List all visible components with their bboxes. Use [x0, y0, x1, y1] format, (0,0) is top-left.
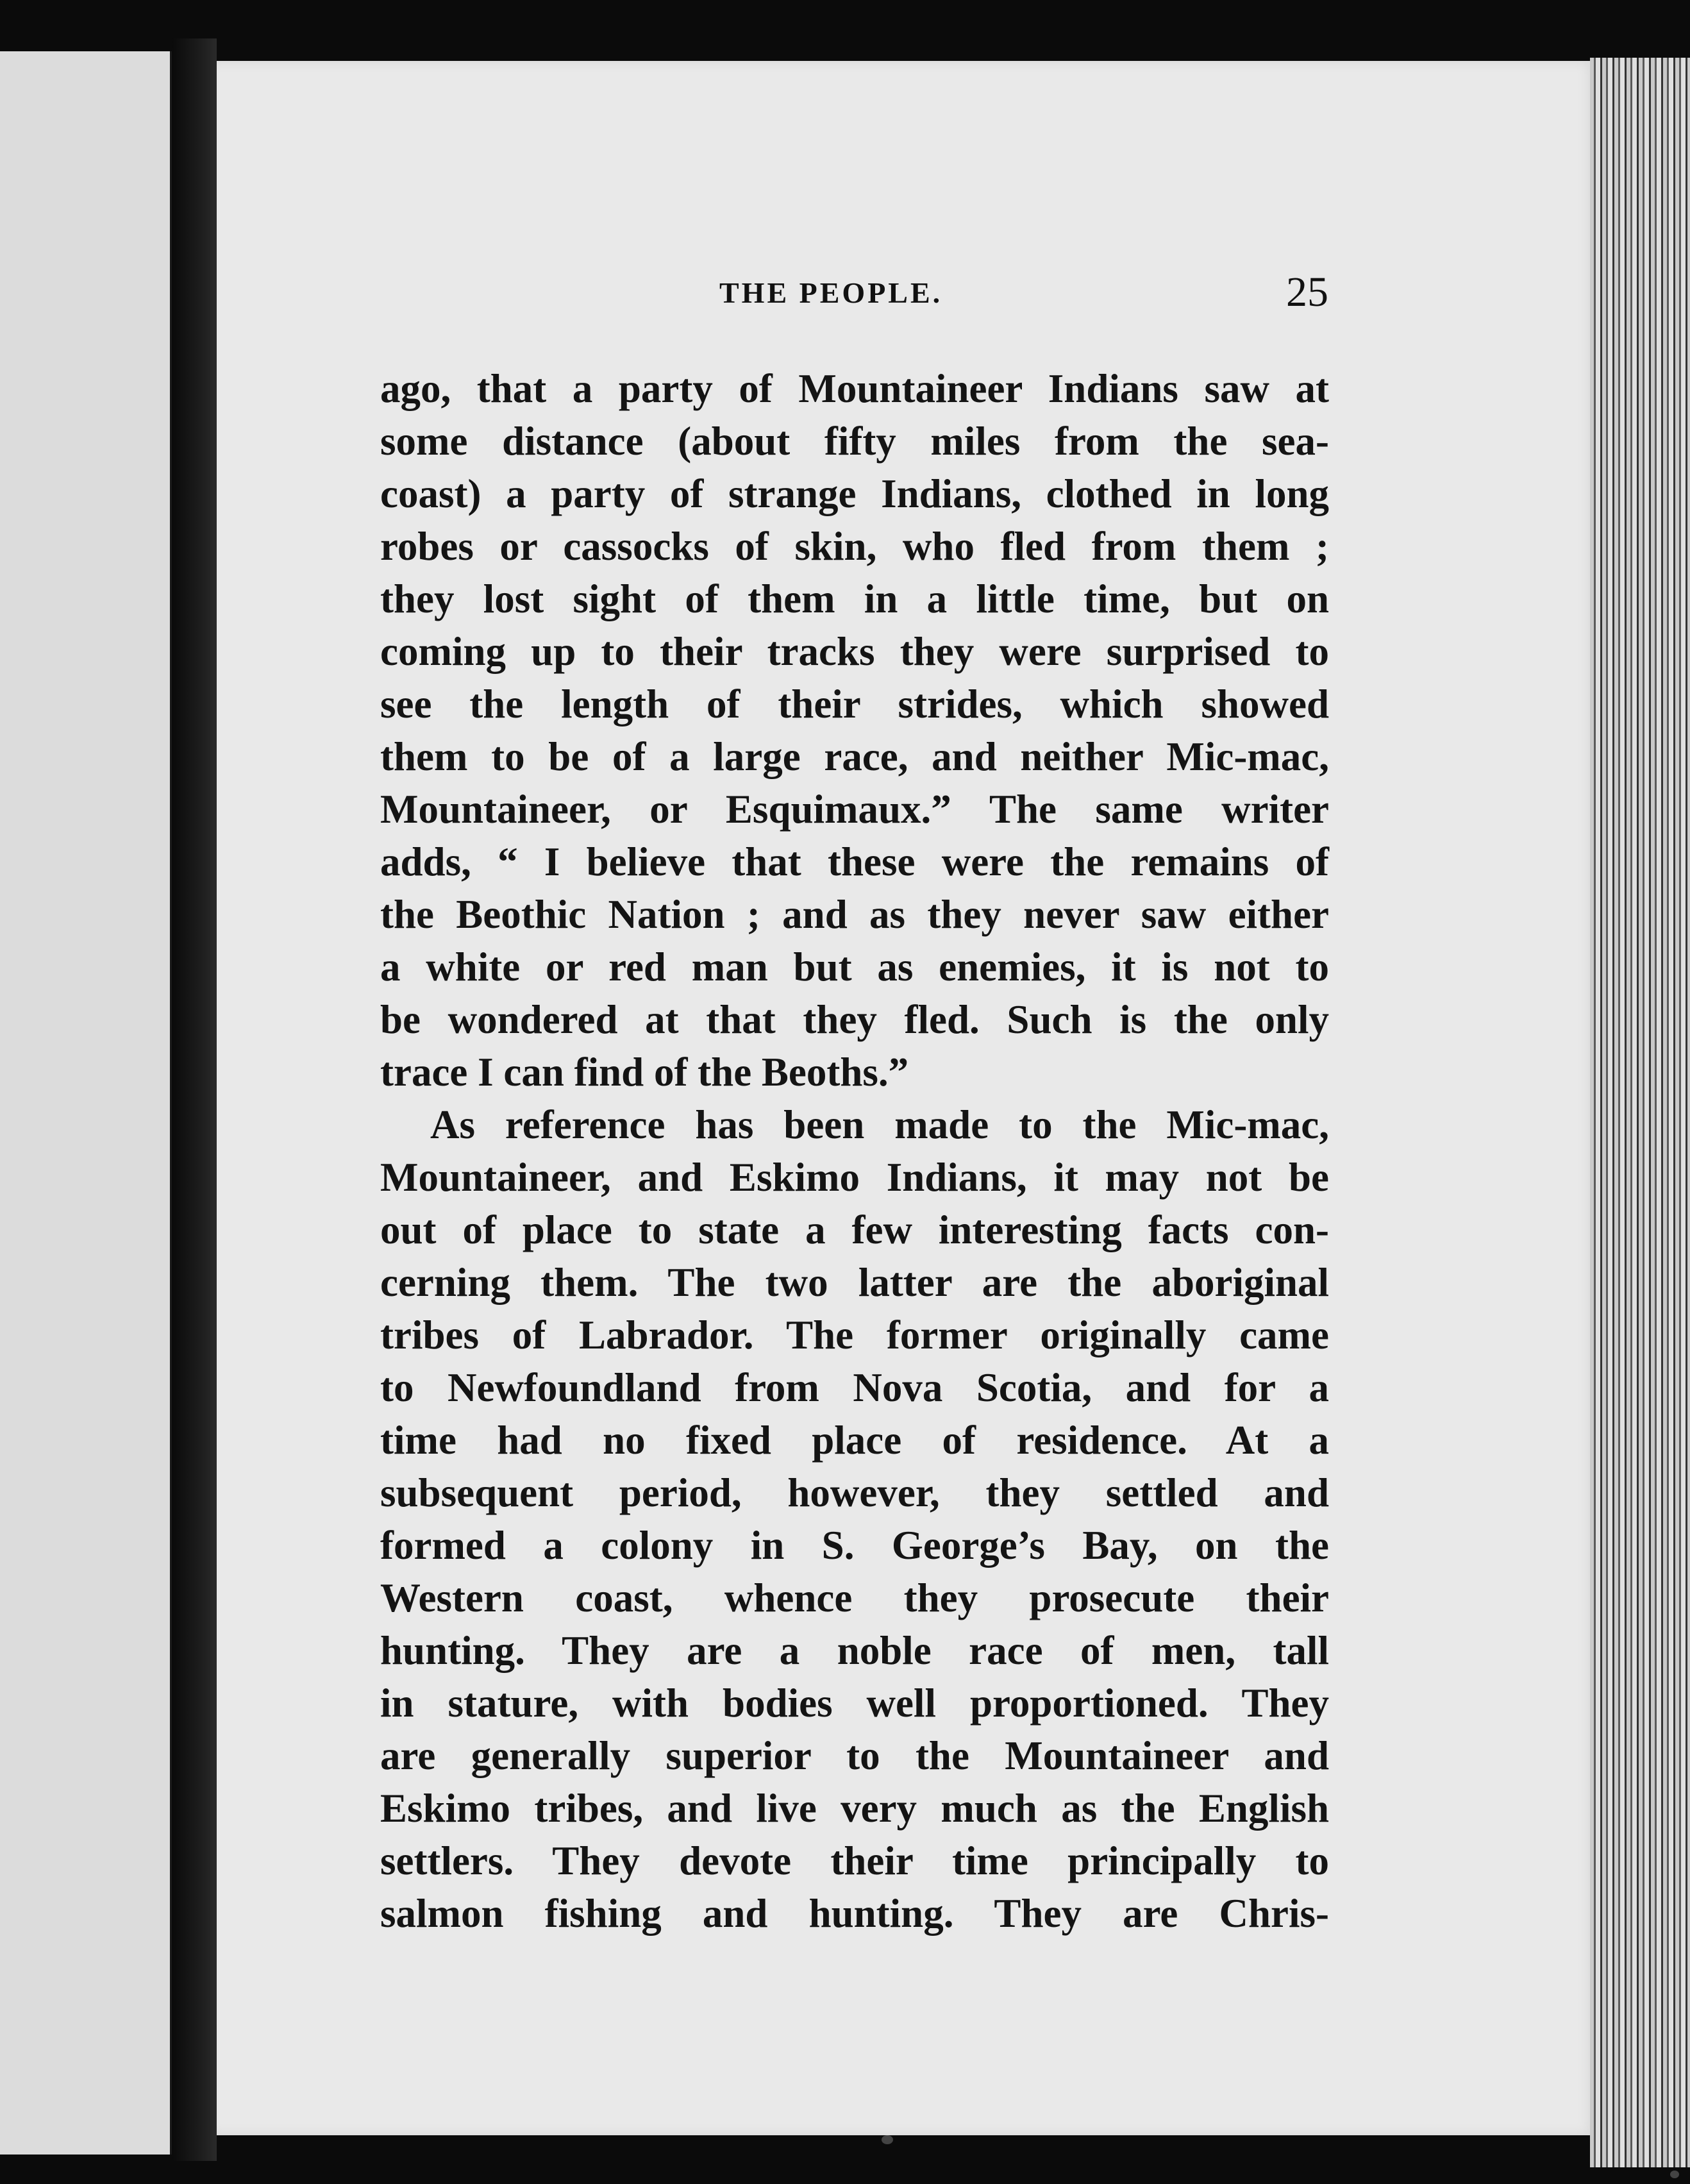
text-line: to Newfoundland from Nova Scotia, and for a — [380, 1365, 1329, 1410]
running-head: THE PEOPLE. — [719, 276, 943, 309]
text-line: see the length of their strides, which showed — [380, 682, 1329, 727]
text-line: adds, “ I believe that these were the remains of — [380, 839, 1329, 884]
text-line: be wondered at that they fled. Such is the only — [380, 997, 1329, 1042]
text-line: time had no fixed place of residence. At a — [380, 1418, 1329, 1463]
text-line: a white or red man but as enemies, it is not to — [380, 945, 1329, 989]
text-line: subsequent period, however, they settled and — [380, 1470, 1329, 1515]
text-line: the Beothic Nation ; and as they never saw either — [380, 892, 1329, 937]
text-line: they lost sight of them in a little time, but on — [380, 576, 1329, 621]
text-line: As reference has been made to the Mic-mac, — [430, 1102, 1329, 1147]
text-line: formed a colony in S. George’s Bay, on the — [380, 1523, 1329, 1568]
text-line: some distance (about fifty miles from the sea- — [380, 419, 1329, 464]
text-line: tribes of Labrador. The former originally came — [380, 1313, 1329, 1357]
text-line: are generally superior to the Mountaineer and — [380, 1733, 1329, 1778]
book-gutter — [172, 38, 217, 2161]
print-speck — [1670, 2171, 1679, 2178]
left-page-edge — [0, 51, 174, 2155]
text-line: robes or cassocks of skin, who fled from them ; — [380, 524, 1329, 569]
text-line: coast) a party of strange Indians, clothed in long — [380, 471, 1329, 516]
text-line: settlers. They devote their time principally to — [380, 1838, 1329, 1883]
text-line: Mountaineer, and Eskimo Indians, it may not be — [380, 1155, 1329, 1200]
page-edges — [1590, 58, 1690, 2167]
text-line: Eskimo tribes, and live very much as the English — [380, 1786, 1329, 1831]
text-line: them to be of a large race, and neither Mic-mac, — [380, 734, 1329, 779]
text-line: salmon fishing and hunting. They are Chris- — [380, 1891, 1329, 1936]
text-line: out of place to state a few interesting facts con- — [380, 1207, 1329, 1252]
print-speck — [882, 2135, 893, 2144]
text-line: Western coast, whence they prosecute their — [380, 1575, 1329, 1620]
body-text — [380, 362, 1329, 1940]
text-line: in stature, with bodies well proportioned. They — [380, 1681, 1329, 1726]
text-line: Mountaineer, or Esquimaux.” The same writer — [380, 787, 1329, 832]
text-line: hunting. They are a noble race of men, tall — [380, 1628, 1329, 1673]
text-line: trace I can find of the Beoths.” — [380, 1050, 909, 1095]
text-line: ago, that a party of Mountaineer Indians saw at — [380, 366, 1329, 411]
page-number: 25 — [1286, 269, 1328, 315]
text-line: cerning them. The two latter are the aboriginal — [380, 1260, 1329, 1305]
text-line: coming up to their tracks they were surprised to — [380, 629, 1329, 674]
